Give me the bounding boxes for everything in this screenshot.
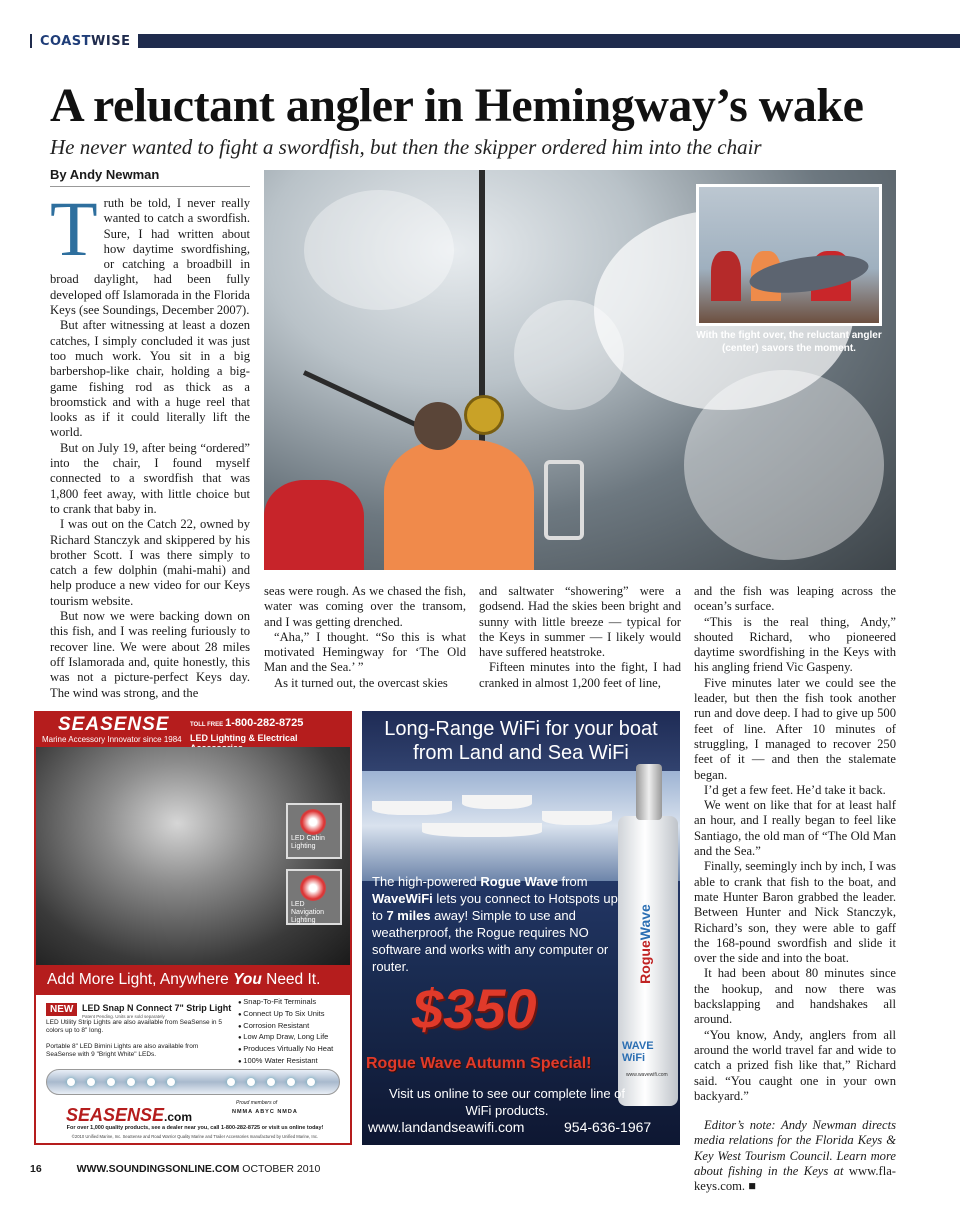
article-headline: A reluctant angler in Hemingway’s wake (50, 79, 864, 132)
paragraph: But on July 19, after being “ordered” into the chair, I found myself connected to a swordfish that was 1,800 feet away, with little choice but to crank that baby in. (50, 440, 250, 516)
angler-figure (384, 440, 534, 570)
drop-cap: T (50, 185, 98, 272)
rogue-wave-device (618, 816, 678, 1106)
ad-text: LED Utility Strip Lights are also available from SeaSense in 5 colors up to 8" long. (46, 1019, 222, 1034)
paragraph: But now we were backing down on this fish, and I was reeling furiously to recover line. We were about 28 miles off Islamorada and, quite honestly, this was not a picture-perfect Keys day. The wind was strong, and the (50, 609, 250, 700)
wifi-ad-description: The high-powered Rogue Wave from WaveWiFi lets you connect to Hotspots up to 7 miles away! Simple to use and weatherproof, the Rogue requires NO software and works with any computer or router. (372, 874, 618, 974)
wifi-ad-headline: Long-Range WiFi for your boat from Land and Sea WiFi (384, 718, 658, 764)
wifi-website-link[interactable]: www.landandseawifi.com (368, 1119, 525, 1135)
paragraph: Truth be told, I never really wanted to catch a swordfish. Sure, I had written about how daytime swordfishing, or catching a broadbill in broad daylight, had been fully developed off Islamorada in the Florida Keys (see Soundings, December 2007). (50, 185, 250, 318)
cabin-lighting-tile: LED Cabin Lighting (286, 803, 342, 859)
feature-item: ● Corrosion Resistant (238, 1021, 333, 1033)
seasense-ad[interactable] (34, 711, 352, 1145)
feature-item: ● 100% Water Resistant (238, 1056, 333, 1068)
paragraph: But after witnessing at least a dozen catches, I simply concluded it was just too much work. You sit in a big barbershop-like chair, holding a big-game fishing rod as thick as a broomstick and with a huge reel that looks as if it could literally lift the world. (50, 318, 250, 440)
paragraph: It had been about 80 minutes since the hookup, and now there was backslapping and handshakes all around. (694, 966, 896, 1027)
article-dek: He never wanted to fight a swordfish, but then the skipper ordered him into the chair (50, 135, 762, 159)
angler-head (414, 402, 462, 450)
footer-date: OCTOBER 2010 (242, 1163, 321, 1175)
led-strip-image (46, 1069, 340, 1095)
new-badge: NEW (46, 1003, 77, 1016)
paragraph: “This is the real thing, Andy,” shouted Richard, who pioneered daytime swordfishing in the Keys with his angling friend Vic Gaspeny. (694, 614, 896, 675)
association-badges: NMMA ABYC NMDA (232, 1109, 298, 1115)
member-label: Proud members of (236, 1100, 278, 1106)
product-name: LED Snap N Connect 7" Strip Light (82, 1003, 232, 1013)
paragraph: Fifteen minutes into the fight, I had cranked in almost 1,200 feet of line, (479, 660, 681, 690)
ad-category: LED Lighting & Electrical (190, 733, 298, 743)
section-masthead (30, 34, 960, 48)
paragraph: and saltwater “showering” were a godsend. Had the skies been bright and sunny with little breeze — typical for the Keys in summer — I likely would have suffered heatstroke. (479, 584, 681, 660)
section-name: COASTWISE (40, 33, 131, 49)
feature-item: ● Connect Up To Six Units (238, 1009, 333, 1021)
paragraph: Five minutes later we could see the leader, but then the fish took another run and dove deep. I had to give up 500 feet of line. After 10 minutes of struggling, I managed to recover 250 feet of it — and then the stalemate began. (694, 675, 896, 782)
seasense-footer-logo: SEASENSE.com (66, 1105, 193, 1125)
wifi-ad[interactable] (362, 711, 680, 1145)
mate-figure (264, 480, 364, 570)
article-column-2 (264, 584, 466, 691)
inset-photo (696, 184, 882, 326)
paragraph: “Aha,” I thought. “So this is what motivated Hemingway for ‘The Old Man and the Sea.’ ” (264, 629, 466, 675)
article-column-4 (694, 584, 896, 1195)
seasense-logo: SEASENSE (58, 714, 170, 735)
wifi-phone: 954-636-1967 (564, 1119, 652, 1135)
fighting-chair (544, 460, 584, 540)
paragraph: We went on like that for at least half an hour, and I really began to feel like Santiago, the old man of “The Old Man and the Sea.” (694, 798, 896, 859)
byline: By Andy Newman (50, 167, 250, 187)
masthead-tick (30, 34, 32, 48)
boat-interior-photo (36, 747, 350, 965)
ad-text: Portable 8" LED Bimini Lights are also available from SeaSense with 9 "Bright White" LEDs. (46, 1043, 199, 1058)
editor-note-url: www.fla-keys.com. (694, 1163, 896, 1194)
device-url: www.wavewifi.com (626, 1072, 668, 1078)
end-mark: ■ (748, 1179, 756, 1194)
device-logo: WAVE WiFi (622, 1040, 654, 1064)
patent-note: Patent Pending. Units are sold separately (82, 1014, 165, 1019)
article-column-1 (50, 185, 250, 701)
ad-callout: For over 1,000 quality products, see a dealer near you, call 1-800-282-8725 or visit us online today! (66, 1125, 324, 1131)
feature-item: ● Snap-To-Fit Terminals (238, 997, 333, 1009)
inset-caption: With the fight over, the reluctant angler (center) savors the moment. (696, 330, 882, 354)
paragraph: As it turned out, the overcast skies (274, 675, 448, 690)
paragraph: “You know, Andy, anglers from all around the world travel far and wide to catch a prized fish like that,” Richard said. “You caught one in your own backyard.” (694, 1027, 896, 1103)
masthead-bar (138, 34, 960, 48)
navigation-lighting-tile: LED Navigation Lighting (286, 869, 342, 925)
editor-note: Editor’s note: Andy Newman directs media relations for the Florida Keys & Key West Tourism Council. Learn more about fishing in the Keys at www.fla-keys.com. ■ (694, 1118, 896, 1194)
ad-tagline: Marine Accessory Innovator since 1984 (42, 735, 182, 744)
paragraph: and the fish was leaping across the ocean’s surface. (694, 584, 896, 614)
feature-item: ● Low Amp Draw, Long Life (238, 1032, 333, 1044)
ad-banner: Add More Light, Anywhere You Need It. (36, 965, 350, 995)
promo-title: Rogue Wave Autumn Special! (366, 1055, 592, 1072)
paragraph: Finally, seemingly inch by inch, I was able to crank that fish to the boat, and mate Hunter Baron grabbed the leader. Between Hunter and Nick Stanczyk, Richard’s son, they were able to gaff the 168-pound swordfish and slide it over the side and into the boat. (694, 859, 896, 966)
paragraph: I was out on the Catch 22, owned by Richard Stanczyk and skippered by his brother Scott. I was there simply to catch a few dolphin (mahi-mahi) and help produce a new video for our Keys tourism website. (50, 517, 250, 608)
antenna-connector (636, 764, 662, 820)
paragraph: I’d get a few feet. He’d take it back. (704, 782, 886, 797)
ad-copyright: ©2010 Unified Marine, Inc. SeaSense and Road Warrior Quality Marine and Trailer Accessories manufactured by Unified Marine, Inc. (71, 1134, 319, 1139)
reel (464, 395, 504, 435)
feature-list (238, 997, 333, 1068)
ad-phone: TOLL FREE 1-800-282-8725 (190, 717, 304, 729)
feature-item: ● Produces Virtually No Heat (238, 1044, 333, 1056)
page-number: 16 (30, 1163, 42, 1175)
paragraph: seas were rough. As we chased the fish, water was coming over the transom, and I was getting drenched. (264, 584, 466, 629)
page-footer (30, 1163, 320, 1175)
price: $350 (412, 977, 537, 1040)
ad-header (36, 713, 350, 747)
footer-site[interactable]: WWW.SOUNDINGSONLINE.COM (76, 1163, 240, 1175)
article-column-3 (479, 584, 681, 691)
device-label: RogueWave (637, 904, 653, 984)
visit-text: Visit us online to see our complete line of WiFi products. (388, 1086, 626, 1118)
